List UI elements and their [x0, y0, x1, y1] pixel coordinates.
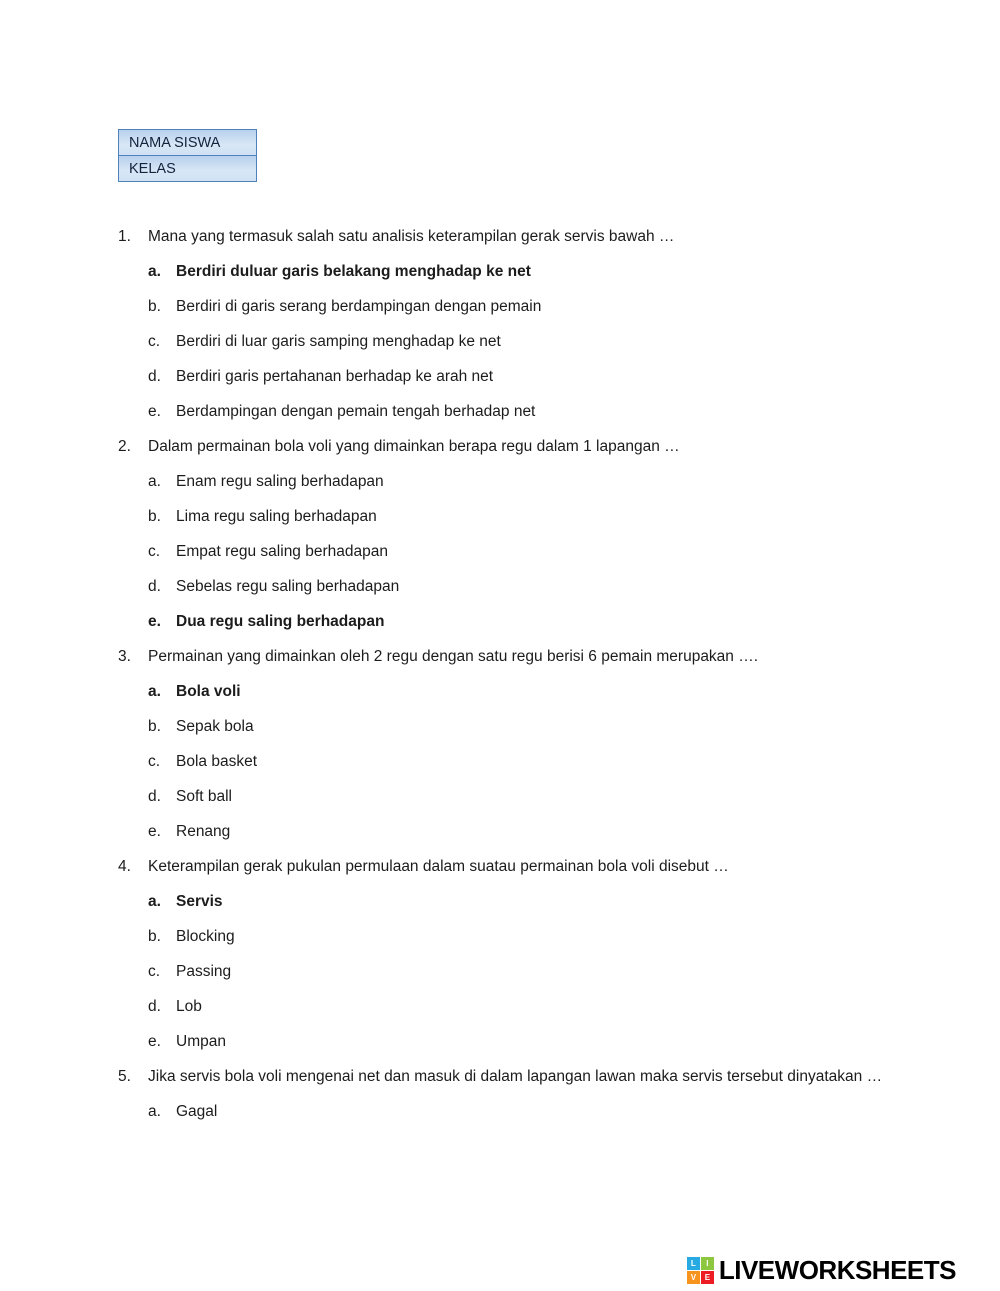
question-text: Permainan yang dimainkan oleh 2 regu dengan satu regu berisi 6 pemain merupakan …. [148, 648, 759, 665]
option-text: Dua regu saling berhadapan [176, 613, 385, 630]
option-list [148, 889, 890, 1055]
logo-square-v: V [687, 1271, 700, 1284]
option-letter: d. [148, 998, 161, 1015]
question-block [118, 1064, 890, 1125]
answer-option[interactable] [148, 1029, 890, 1055]
option-text: Servis [176, 893, 223, 910]
option-text: Berdiri duluar garis belakang menghadap ke net [176, 263, 531, 280]
option-text: Passing [176, 963, 232, 980]
option-letter: a. [148, 893, 161, 910]
answer-option[interactable] [148, 399, 890, 425]
option-letter: a. [148, 263, 161, 280]
option-letter: d. [148, 368, 161, 385]
answer-option[interactable] [148, 679, 890, 705]
option-letter: d. [148, 578, 161, 595]
answer-option[interactable] [148, 714, 890, 740]
liveworksheets-icon [687, 1257, 714, 1284]
answer-option[interactable] [148, 959, 890, 985]
answer-option[interactable] [148, 469, 890, 495]
question-number: 1. [118, 228, 131, 245]
answer-option[interactable] [148, 609, 890, 635]
question-block [118, 224, 890, 425]
option-text: Umpan [176, 1033, 226, 1050]
option-text: Blocking [176, 928, 235, 945]
option-letter: b. [148, 928, 161, 945]
option-letter: b. [148, 508, 161, 525]
logo-square-l: L [687, 1257, 700, 1270]
option-letter: e. [148, 1033, 161, 1050]
option-text: Lima regu saling berhadapan [176, 508, 377, 525]
option-text: Lob [176, 998, 202, 1015]
option-letter: d. [148, 788, 161, 805]
option-text: Berdampingan dengan pemain tengah berhadap net [176, 403, 536, 420]
option-text: Sebelas regu saling berhadapan [176, 578, 400, 595]
option-text: Renang [176, 823, 231, 840]
question-text: Mana yang termasuk salah satu analisis keterampilan gerak servis bawah … [148, 228, 675, 245]
option-list [148, 679, 890, 845]
logo-square-e: E [701, 1271, 714, 1284]
student-info-fields [118, 129, 257, 182]
answer-option[interactable] [148, 924, 890, 950]
option-text: Berdiri di garis serang berdampingan dengan pemain [176, 298, 542, 315]
nama-siswa-label: NAMA SISWA [129, 134, 221, 151]
kelas-field[interactable] [118, 155, 257, 182]
option-letter: e. [148, 823, 161, 840]
answer-option[interactable] [148, 889, 890, 915]
answer-option[interactable] [148, 294, 890, 320]
option-text: Berdiri garis pertahanan berhadap ke arah net [176, 368, 494, 385]
option-letter: a. [148, 683, 161, 700]
option-letter: a. [148, 1103, 161, 1120]
option-text: Empat regu saling berhadapan [176, 543, 388, 560]
answer-option[interactable] [148, 819, 890, 845]
answer-option[interactable] [148, 1099, 890, 1125]
option-letter: c. [148, 333, 161, 350]
option-text: Berdiri di luar garis samping menghadap ke net [176, 333, 501, 350]
option-text: Soft ball [176, 788, 233, 805]
logo-square-i: I [701, 1257, 714, 1270]
answer-option[interactable] [148, 329, 890, 355]
question-list [118, 224, 890, 1134]
question-number: 2. [118, 438, 131, 455]
question-number: 5. [118, 1068, 131, 1085]
option-list [148, 259, 890, 425]
question-block [118, 434, 890, 635]
question-number: 4. [118, 858, 131, 875]
answer-option[interactable] [148, 504, 890, 530]
option-text: Bola basket [176, 753, 257, 770]
kelas-label: KELAS [129, 160, 176, 177]
option-letter: a. [148, 473, 161, 490]
answer-option[interactable] [148, 574, 890, 600]
option-text: Enam regu saling berhadapan [176, 473, 384, 490]
answer-option[interactable] [148, 994, 890, 1020]
option-letter: b. [148, 298, 161, 315]
question-block [118, 854, 890, 1055]
answer-option[interactable] [148, 784, 890, 810]
answer-option[interactable] [148, 749, 890, 775]
question-block [118, 644, 890, 845]
question-text: Keterampilan gerak pukulan permulaan dalam suatau permainan bola voli disebut … [148, 858, 729, 875]
option-letter: e. [148, 613, 161, 630]
question-number: 3. [118, 648, 131, 665]
option-letter: b. [148, 718, 161, 735]
option-text: Bola voli [176, 683, 241, 700]
footer [687, 1255, 956, 1286]
option-letter: c. [148, 543, 161, 560]
question-text: Jika servis bola voli mengenai net dan masuk di dalam lapangan lawan maka servis tersebut dinyatakan … [148, 1068, 883, 1085]
question-text: Dalam permainan bola voli yang dimainkan berapa regu dalam 1 lapangan … [148, 438, 680, 455]
option-letter: c. [148, 753, 161, 770]
option-list [148, 469, 890, 635]
answer-option[interactable] [148, 364, 890, 390]
option-list [148, 1099, 890, 1125]
option-text: Gagal [176, 1103, 218, 1120]
answer-option[interactable] [148, 539, 890, 565]
answer-option[interactable] [148, 259, 890, 285]
option-text: Sepak bola [176, 718, 254, 735]
option-letter: c. [148, 963, 161, 980]
option-letter: e. [148, 403, 161, 420]
nama-siswa-field[interactable] [118, 129, 257, 156]
liveworksheets-wordmark: LIVEWORKSHEETS [718, 1255, 956, 1285]
